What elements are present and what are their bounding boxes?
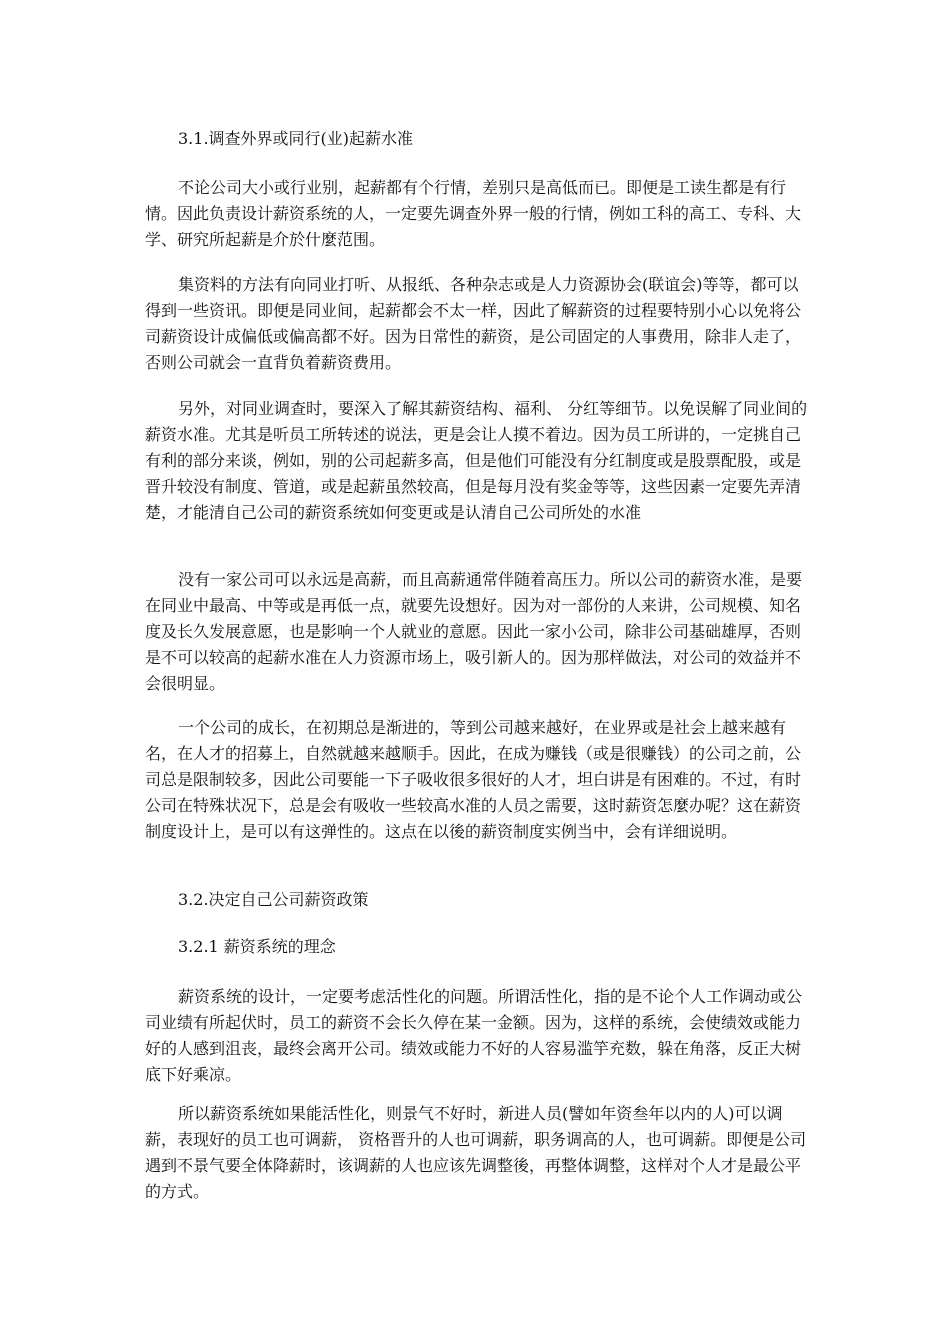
paragraph-1: 不论公司大小或行业别，起薪都有个行情，差别只是高低而已。即便是工读生都是有行情。因此负责设计薪资系统的人，一定要先调查外界一般的行情，例如工科的高工、专科、大学、研究所起薪是介於什麼范围。	[145, 178, 802, 249]
paragraph-2: 集资料的方法有向同业打听、从报纸、各种杂志或是人力资源协会(联谊会)等等，都可以得到一些资讯。即便是同业间，起薪都会不太一样，因此了解薪资的过程要特别小心以免将公司薪资设计成偏低或偏高都不好。因为日常性的薪资，是公司固定的人事费用，除非人走了，否则公司就会一直背负着薪资费用。	[145, 275, 802, 372]
paragraph-6: 薪资系统的设计，一定要考虑活性化的问题。所谓活性化，指的是不论个人工作调动或公司业绩有所起伏时，员工的薪资不会长久停在某一金额。因为，这样的系统，会使绩效或能力好的人感到沮丧，最终会离开公司。绩效或能力不好的人容易滥竽充数，躲在角落，反正大树底下好乘凉。	[145, 987, 803, 1084]
section-heading-3-2: 3.2.决定自己公司薪资政策	[178, 890, 369, 909]
paragraph-5: 一个公司的成长，在初期总是渐进的，等到公司越来越好，在业界或是社会上越来越有名，在人才的招募上，自然就越来越顺手。因此，在成为赚钱（或是很赚钱）的公司之前，公司总是限制较多，因此公司要能一下子吸收很多很好的人才，坦白讲是有困难的。不过，有时公司在特殊状况下，总是会有吸收一些较高水准的人员之需要，这时薪资怎麼办呢？这在薪资制度设计上，是可以有这弹性的。这点在以後的薪资制度实例当中，会有详细说明。	[145, 718, 802, 841]
paragraph-7: 所以薪资系统如果能活性化，则景气不好时，新进人员(譬如年资叁年以内的人)可以调薪，表现好的员工也可调薪， 资格晋升的人也可调薪，职务调高的人，也可调薪。即便是公司遇到不景气要全体降薪时，该调薪的人也应该先调整後，再整体调整，这样对个人才是最公平的方式。	[145, 1104, 807, 1201]
section-heading-3-1: 3.1.调查外界或同行(业)起薪水准	[178, 129, 414, 148]
paragraph-3: 另外，对同业调查时，要深入了解其薪资结构、福利、 分红等细节。以免误解了同业间的薪资水准。尤其是听员工所转述的说法，更是会让人摸不着边。因为员工所讲的，一定挑自己有利的部分来谈，例如，别的公司起薪多高，但是他们可能没有分红制度或是股票配股，或是晋升较没有制度、管道，或是起薪虽然较高，但是每月没有奖金等等，这些因素一定要先弄清楚，才能清自己公司的薪资系统如何变更或是认清自己公司所处的水准	[145, 399, 808, 522]
section-heading-3-2-1: 3.2.1 薪资系统的理念	[178, 937, 336, 956]
paragraph-4: 没有一家公司可以永远是高薪，而且高薪通常伴随着高压力。所以公司的薪资水准，是要在同业中最高、中等或是再低一点，就要先设想好。因为对一部份的人来讲，公司规模、知名度及长久发展意愿，也是影响一个人就业的意愿。因此一家小公司，除非公司基础雄厚，否则是不可以较高的起薪水准在人力资源市场上，吸引新人的。因为那样做法，对公司的效益并不会很明显。	[145, 570, 803, 693]
